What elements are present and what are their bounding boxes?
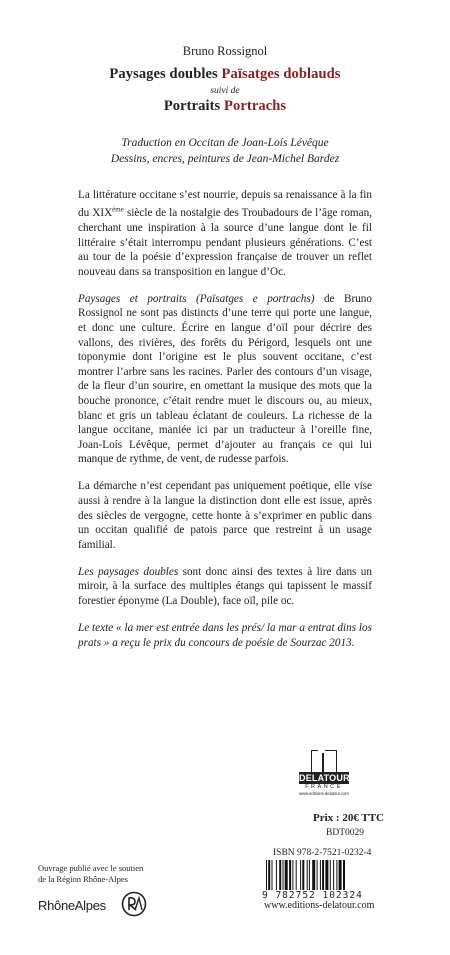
logo-url: www.editions-delatour.com xyxy=(299,791,349,796)
paragraph-2 xyxy=(78,292,372,467)
paragraph-4-italic: Les paysages doubles xyxy=(78,565,179,578)
title-1-french: Paysages doubles xyxy=(109,66,218,82)
paragraph-4-text: sont donc ainsi des textes à lire dans un miroir, à la surface des multiples étangs qui tapissent le massif forestier éponyme (La Double), face oïl, pile oc. xyxy=(78,565,372,608)
paragraph-4 xyxy=(78,565,372,609)
price: Prix : 20€ TTC xyxy=(313,812,384,824)
title-line-2 xyxy=(0,98,450,115)
support-line-2: de la Région Rhône-Alpes xyxy=(38,874,128,884)
logo-country: FRANCE xyxy=(305,784,343,790)
title-1-occitan: Païsatges doblauds xyxy=(221,66,341,82)
title-connector: suivi de xyxy=(210,86,240,96)
back-cover-text xyxy=(78,188,372,663)
title-2-french: Portraits xyxy=(163,98,221,114)
paragraph-2-italic: Paysages et portraits (Païsatges e portrachs) xyxy=(78,292,315,305)
publisher-website: www.editions-delatour.com xyxy=(264,900,375,911)
barcode-icon xyxy=(265,860,377,890)
isbn: ISBN 978-2-7521-0232-4 xyxy=(273,848,372,858)
paragraph-5: Le texte « la mer est entrée dans les prés/ la mar a entrat dins los prats » a reçu le prix du concours de poésie de Sourzac 2013. xyxy=(78,622,372,649)
castle-tower-icon xyxy=(311,750,337,772)
paragraph-1 xyxy=(78,188,372,279)
paragraph-1-text: La littérature occitane s’est nourrie, depuis sa renaissance à la fin du XIXème siècle de la nostalgie des Troubadours de l’âge roman, cherchant une inspiration à la source d’une langue dont le fil littéraire s’était interrompu pendant plusieurs générations. C’est au tour de la poésie d’expression française de trouver un reflet nouveau dans sa transposition en langue d’Oc. xyxy=(78,189,372,278)
logo-wordmark: DELATOUR xyxy=(299,773,350,783)
author-name: Bruno Rossignol xyxy=(182,44,268,58)
translation-credit: Traduction en Occitan de Joan-Loís Lévêque xyxy=(121,137,329,149)
barcode-number: 9 782752 102324 xyxy=(262,890,363,901)
support-notice xyxy=(38,863,143,885)
paragraph-3: La démarche n’est cependant pas uniquement poétique, elle vise aussi à rendre à la langue la distinction dont elle est issue, après des siècles de vergogne, cette honte à s’exprimer en public dans un occitan qualifié de patois parce que restreint à un usage familial. xyxy=(78,480,372,551)
publisher-logo xyxy=(299,750,349,802)
region-emblem-icon xyxy=(121,891,147,917)
support-line-1: Ouvrage publié avec le soutien xyxy=(38,863,144,873)
paragraph-2-text: de Bruno Rossignol ne sont pas distincts d’une terre qui porte une langue, et donc une culture. Écrire en langue d’oïl pour décrire des vallons, des rivières, des forêts du Périgord, lesquels ont une toponymie dont l’origine est le plus souvent occitane, c’est montrer l’arbre sans les racines. Parler des contours d’un visage, de la fleur d’un sourire, en omettant la musique des mots que la bouche prononce, c’était rendre muet le discours ou, au mieux, blanc et gris un tableau éclatant de couleurs. La richesse de la langue occitane, maniée ici par un traducteur à l’oreille fine, Joan-Loís Lévêque, permet d’ajouter au français ce qui lui manque de rythme, de vent, de rudesse parfois. xyxy=(78,292,372,466)
title-line-1 xyxy=(0,66,450,83)
region-logo-text: RhôneAlpes xyxy=(38,898,106,913)
product-code: BDT0029 xyxy=(326,828,364,838)
title-2-occitan: Portrachs xyxy=(224,98,287,114)
art-credit: Dessins, encres, peintures de Jean-Michel Bardez xyxy=(110,153,340,165)
